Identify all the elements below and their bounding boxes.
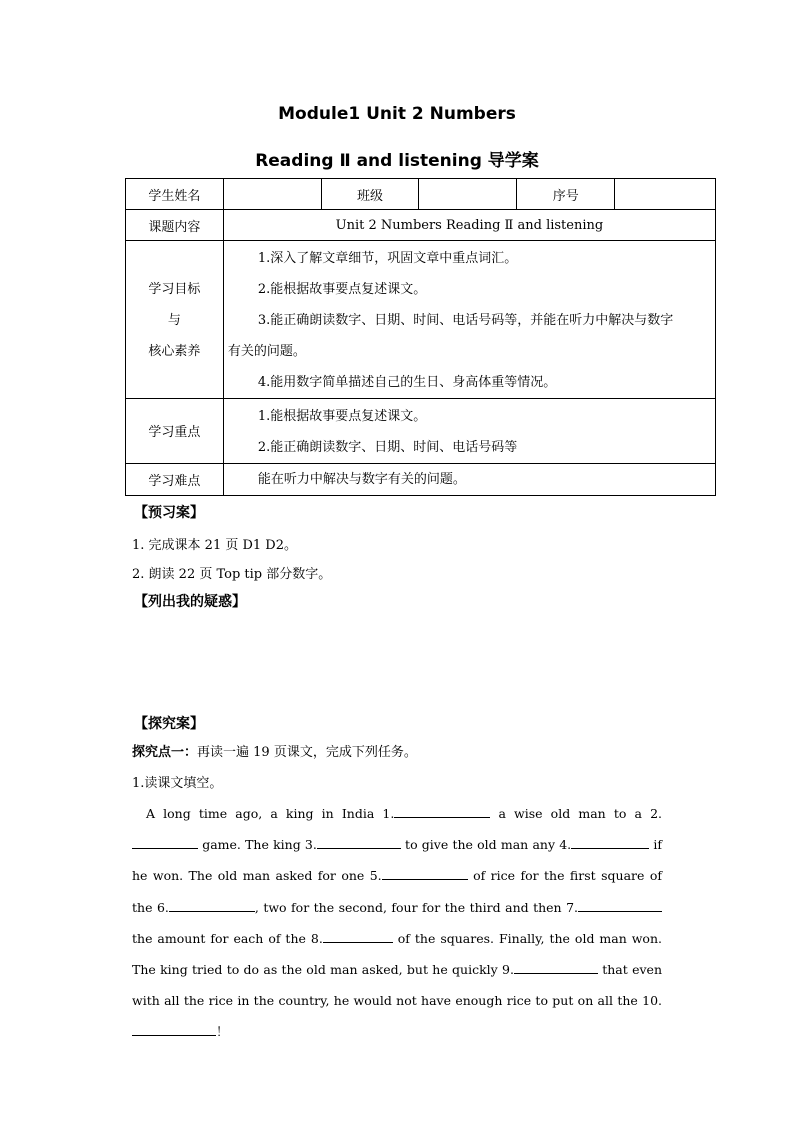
explore-point-1 xyxy=(132,741,417,760)
class-field[interactable] xyxy=(419,179,517,210)
preview-item: 1. 完成课本 21 页 D1 D2。 xyxy=(132,538,297,553)
point-text: 再读一遍 19 页课文，完成下列任务。 xyxy=(197,745,417,760)
task-title: 1.读课文填空。 xyxy=(132,776,223,791)
student-name-field[interactable] xyxy=(223,179,321,210)
blank-4[interactable] xyxy=(571,834,649,849)
goal-item: 4.能用数字简单描述自己的生日、身高体重等情况。 xyxy=(257,375,557,390)
passage-text: of the squares. Finally, the old man won. The king tried to do as the old man asked, but he quickly 9. xyxy=(132,930,662,978)
explore-heading: 【探究案】 xyxy=(134,716,204,732)
focus-label: 学习重点 xyxy=(126,399,224,464)
passage-text: ！ xyxy=(216,1024,229,1040)
focus-item: 2.能正确朗读数字、日期、时间、电话号码等 xyxy=(257,440,518,455)
doubts-heading: 【列出我的疑惑】 xyxy=(134,594,246,610)
passage-text: to give the old man any 4. xyxy=(400,837,572,853)
passage-text: of rice for the first square of the 6. xyxy=(132,868,662,915)
blank-5[interactable] xyxy=(382,865,468,880)
table-row xyxy=(126,241,716,399)
point-label: 探究点一： xyxy=(132,745,198,760)
goals-label-line: 核心素养 xyxy=(148,344,201,359)
difficulty-content xyxy=(223,464,715,496)
blank-1[interactable] xyxy=(394,803,490,818)
blank-9[interactable] xyxy=(514,959,598,974)
document-title: Module1 Unit 2 Numbers xyxy=(278,104,516,124)
focus-content xyxy=(223,399,715,464)
seat-field[interactable] xyxy=(615,179,716,210)
goals-label xyxy=(126,241,224,399)
blank-3[interactable] xyxy=(317,834,401,849)
topic-value: Unit 2 Numbers Reading Ⅱ and listening xyxy=(223,210,715,241)
table-row xyxy=(126,399,716,464)
document-subtitle: Reading Ⅱ and listening 导学案 xyxy=(255,151,539,171)
blank-8[interactable] xyxy=(323,928,393,943)
goal-item: 1.深入了解文章细节，巩固文章中重点词汇。 xyxy=(257,251,518,266)
passage-text: if he won. The old man asked for one 5. xyxy=(132,837,662,884)
goals-label-line: 与 xyxy=(167,313,181,328)
goal-item: 3.能正确朗读数字、日期、时间、电话号码等，并能在听力中解决与数字 xyxy=(257,313,674,328)
goal-item: 2.能根据故事要点复述课文。 xyxy=(257,282,427,297)
preview-heading: 【预习案】 xyxy=(134,505,204,521)
difficulty-item: 能在听力中解决与数字有关的问题。 xyxy=(257,472,466,487)
goals-content xyxy=(223,241,715,399)
blank-2[interactable] xyxy=(132,834,198,849)
lesson-info-table xyxy=(125,178,716,496)
blank-6[interactable] xyxy=(169,897,255,912)
passage-text: , two for the second, four for the third and then 7. xyxy=(254,899,579,915)
focus-item: 1.能根据故事要点复述课文。 xyxy=(257,409,427,424)
difficulty-label: 学习难点 xyxy=(126,464,224,496)
seat-label: 序号 xyxy=(517,179,615,210)
blank-7[interactable] xyxy=(578,897,662,912)
class-label: 班级 xyxy=(321,179,419,210)
topic-label: 课题内容 xyxy=(126,210,224,241)
preview-item: 2. 朗读 22 页 Top tip 部分数字。 xyxy=(132,567,332,582)
passage-text: the amount for each of the 8. xyxy=(132,930,323,946)
goal-item: 有关的问题。 xyxy=(227,344,306,359)
blank-10[interactable] xyxy=(132,1021,216,1036)
table-row xyxy=(126,210,716,241)
passage-text: game. The king 3. xyxy=(198,837,317,853)
student-name-label: 学生姓名 xyxy=(126,179,224,210)
table-row xyxy=(126,464,716,496)
table-row xyxy=(126,179,716,210)
goals-label-line: 学习目标 xyxy=(148,282,201,297)
passage-text: that even with all the rice in the country, he would not have enough rice to put on all the 10. xyxy=(132,962,662,1009)
passage-text: A long time ago, a king in India 1. xyxy=(146,806,395,821)
passage-text: a wise old man to a 2. xyxy=(490,806,662,821)
cloze-passage xyxy=(132,798,662,1048)
